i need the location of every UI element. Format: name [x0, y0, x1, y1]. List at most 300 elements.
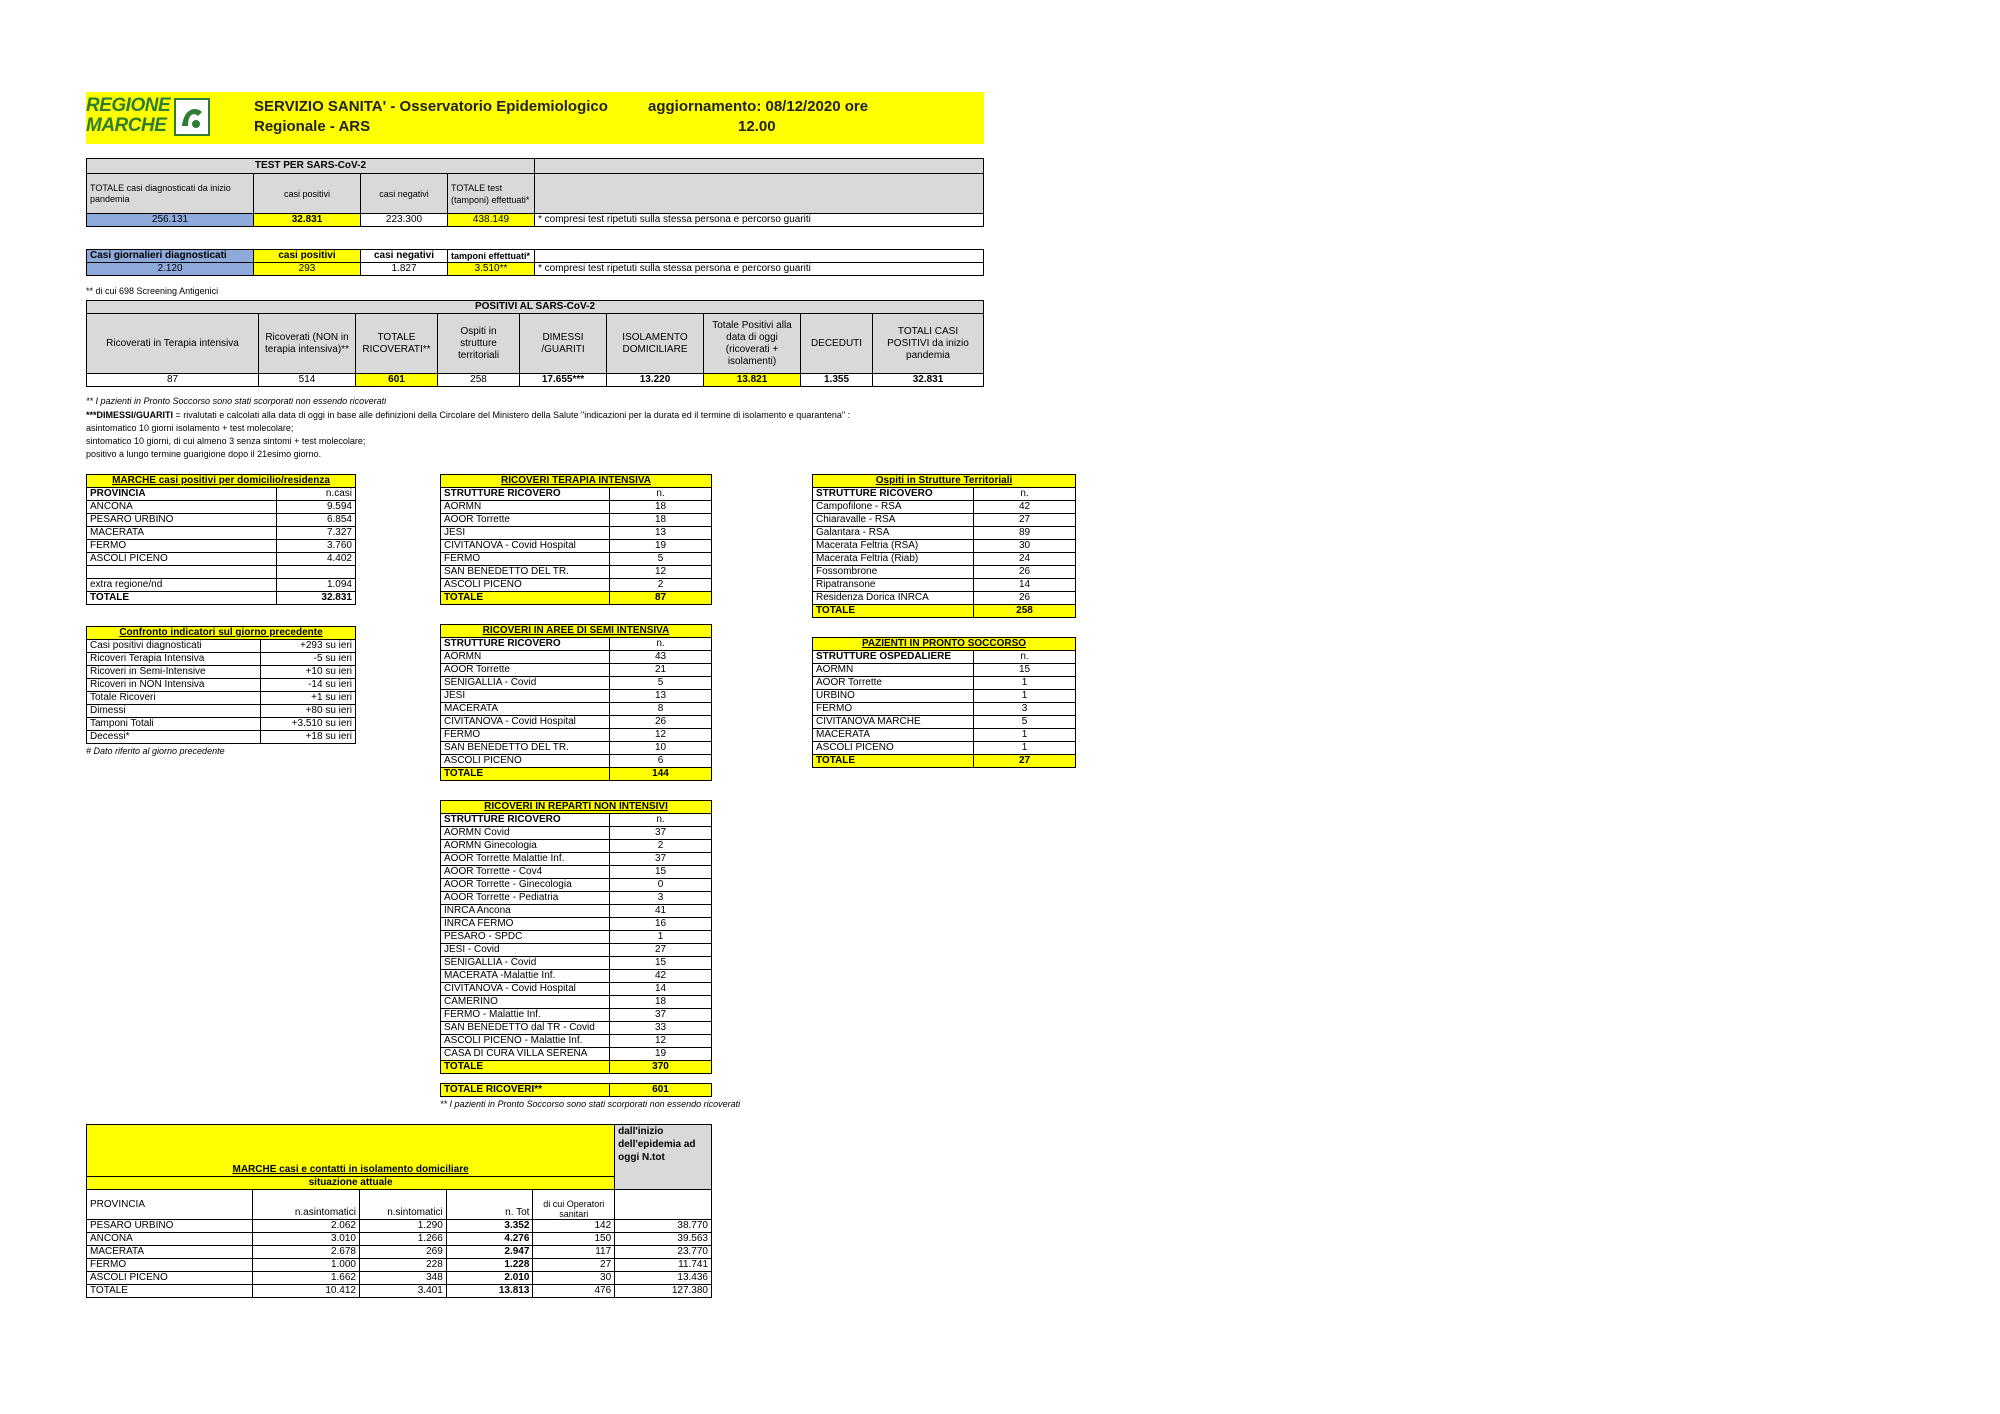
si-row-value: 21 [610, 664, 712, 677]
ni-total-value: 370 [610, 1061, 712, 1074]
test-value-total: 256.131 [87, 214, 254, 227]
ni-row-name: JESI - Covid [441, 944, 610, 957]
si-col2: n. [610, 638, 712, 651]
ti-row [441, 553, 712, 566]
daily-note: * compresi test ripetuti sulla stessa persona e percorso guariti [535, 263, 984, 276]
iso-row [87, 1259, 712, 1272]
confronto-row-name: Ricoveri Terapia Intensiva [87, 653, 261, 666]
ospiti-row [813, 579, 1076, 592]
ospiti-row-name: Chiaravalle - RSA [813, 514, 974, 527]
si-row [441, 664, 712, 677]
ti-title: RICOVERI TERAPIA INTENSIVA [441, 475, 712, 488]
positivi-note5: positivo a lungo termine guarigione dopo il 21esimo giorno. [86, 449, 322, 459]
positivi-note2-text: = rivalutati e calcolati alla data di oggi in base alle definizioni della Circolare del Ministero della Salute "indicazioni per la durata ed il termine di isolamento e quarantena" : [173, 410, 851, 420]
iso-row [87, 1220, 712, 1233]
ti-row-value: 2 [610, 579, 712, 592]
ti-row [441, 501, 712, 514]
ps-row-name: CIVITANOVA MARCHE [813, 716, 974, 729]
ti-col1: STRUTTURE RICOVERO [441, 488, 610, 501]
iso-row [87, 1246, 712, 1259]
ni-row-value: 2 [610, 840, 712, 853]
ni-row-name: PESARO - SPDC [441, 931, 610, 944]
non-intensivi-table [440, 800, 712, 1074]
iso-cell-symptomatic: 1.290 [359, 1220, 446, 1233]
province-row [87, 579, 356, 592]
ni-row [441, 879, 712, 892]
positivi-value-cumulative: 32.831 [873, 374, 984, 387]
iso-header-symptomatic: n.sintomatici [359, 1190, 446, 1220]
ti-row-value: 18 [610, 501, 712, 514]
isolamento-title: MARCHE casi e contatti in isolamento domiciliare [87, 1125, 615, 1177]
positivi-value-discharged: 17.655*** [520, 374, 607, 387]
confronto-row-name: Totale Ricoveri [87, 692, 261, 705]
iso-cell-health-workers: 117 [533, 1246, 615, 1259]
positivi-header-guests: Ospiti in strutture territoriali [438, 314, 520, 374]
ospiti-col2: n. [974, 488, 1076, 501]
province-row-name: FERMO [87, 540, 277, 553]
ni-row [441, 866, 712, 879]
si-row-name: CIVITANOVA - Covid Hospital [441, 716, 610, 729]
si-row [441, 651, 712, 664]
ni-row [441, 1009, 712, 1022]
confronto-row [87, 705, 356, 718]
province-row-value: 3.760 [276, 540, 355, 553]
update-line1: aggiornamento: 08/12/2020 ore [648, 98, 869, 115]
si-total-label: TOTALE [441, 768, 610, 781]
ni-row [441, 970, 712, 983]
ospiti-row [813, 566, 1076, 579]
ni-row-name: CASA DI CURA VILLA SERENA [441, 1048, 610, 1061]
ps-col1: STRUTTURE OSPEDALIERE [813, 651, 974, 664]
ni-row [441, 983, 712, 996]
ti-row-value: 12 [610, 566, 712, 579]
iso-cell-cumulative: 11.741 [615, 1259, 712, 1272]
daily-header-tests: tamponi effettuati* [448, 250, 535, 263]
ni-row-value: 37 [610, 1009, 712, 1022]
si-row-name: JESI [441, 690, 610, 703]
si-row-value: 8 [610, 703, 712, 716]
province-row [87, 540, 356, 553]
ps-total-value: 27 [974, 755, 1076, 768]
si-row-name: FERMO [441, 729, 610, 742]
positivi-header-total-hosp: TOTALE RICOVERATI** [356, 314, 438, 374]
province-row-name: PESARO URBINO [87, 514, 277, 527]
confronto-row [87, 640, 356, 653]
si-row-value: 43 [610, 651, 712, 664]
si-row-value: 26 [610, 716, 712, 729]
iso-cell-symptomatic: 1.266 [359, 1233, 446, 1246]
ti-row-name: AOOR Torrette [441, 514, 610, 527]
ospiti-table [812, 474, 1076, 618]
ni-row-value: 14 [610, 983, 712, 996]
ti-col2: n. [610, 488, 712, 501]
ni-row-name: INRCA FERMO [441, 918, 610, 931]
ti-row [441, 540, 712, 553]
ospiti-row-name: Fossombrone [813, 566, 974, 579]
province-row-value: 6.854 [276, 514, 355, 527]
iso-total-label: TOTALE [87, 1285, 253, 1298]
ni-row-name: AOOR Torrette - Pediatria [441, 892, 610, 905]
ni-row-value: 27 [610, 944, 712, 957]
iso-cell-cumulative: 38.770 [615, 1220, 712, 1233]
si-row-name: SENIGALLIA - Covid [441, 677, 610, 690]
positivi-note4: sintomatico 10 giorni, di cui almeno 3 senza sintomi + test molecolare; [86, 436, 366, 446]
provinces-table [86, 474, 356, 605]
ni-row-value: 18 [610, 996, 712, 1009]
ni-row-value: 1 [610, 931, 712, 944]
confronto-row-value: +18 su ieri [260, 731, 355, 744]
totale-ricoveri-table [440, 1083, 712, 1097]
positivi-value-total-hosp: 601 [356, 374, 438, 387]
province-row [87, 501, 356, 514]
test-header-negative: casi negativi [361, 174, 448, 214]
ni-row [441, 944, 712, 957]
ni-row-name: FERMO - Malattie Inf. [441, 1009, 610, 1022]
iso-cell-total: 2.947 [446, 1246, 533, 1259]
province-row-name [87, 566, 277, 579]
ni-row-value: 37 [610, 827, 712, 840]
ni-row [441, 996, 712, 1009]
ni-row-value: 15 [610, 866, 712, 879]
province-row-value: 1.094 [276, 579, 355, 592]
ni-title: RICOVERI IN REPARTI NON INTENSIVI [441, 801, 712, 814]
ospiti-col1: STRUTTURE RICOVERO [813, 488, 974, 501]
si-row-name: AORMN [441, 651, 610, 664]
ospiti-row-value: 26 [974, 566, 1076, 579]
province-row-name: ANCONA [87, 501, 277, 514]
service-title-line2: Regionale - ARS [254, 118, 371, 135]
ps-row [813, 716, 1076, 729]
daily-header-cases: Casi giornalieri diagnosticati [87, 250, 254, 263]
iso-cell-symptomatic: 348 [359, 1272, 446, 1285]
ps-row-value: 1 [974, 677, 1076, 690]
ti-row [441, 566, 712, 579]
ps-row [813, 677, 1076, 690]
test-header-positive: casi positivi [254, 174, 361, 214]
ospiti-row [813, 540, 1076, 553]
province-row-name: ASCOLI PICENO [87, 553, 277, 566]
province-row-value [276, 566, 355, 579]
ni-row-value: 0 [610, 879, 712, 892]
provinces-total-value: 32.831 [276, 592, 355, 605]
province-row-value: 7.327 [276, 527, 355, 540]
iso-cell-asymptomatic: 2.062 [253, 1220, 360, 1233]
positivi-header-icu: Ricoverati in Terapia intensiva [87, 314, 259, 374]
daily-value-cases: 2.120 [87, 263, 254, 276]
daily-header-positive: casi positivi [254, 250, 361, 263]
ti-row [441, 527, 712, 540]
positivi-header-current: Totale Positivi alla data di oggi (ricoverati + isolamenti) [704, 314, 801, 374]
ps-row [813, 664, 1076, 677]
provinces-title: MARCHE casi positivi per domicilio/residenza [87, 475, 356, 488]
ps-row-value: 15 [974, 664, 1076, 677]
iso-cell-symptomatic: 228 [359, 1259, 446, 1272]
province-row [87, 566, 356, 579]
positivi-value-guests: 258 [438, 374, 520, 387]
update-line2: 12.00 [738, 118, 776, 135]
ni-row-value: 41 [610, 905, 712, 918]
ni-row [441, 892, 712, 905]
iso-total-symptomatic: 3.401 [359, 1285, 446, 1298]
ps-row-name: AOOR Torrette [813, 677, 974, 690]
iso-cell-total: 3.352 [446, 1220, 533, 1233]
si-row-value: 10 [610, 742, 712, 755]
positivi-header-deaths: DECEDUTI [801, 314, 873, 374]
positivi-note2-bold: ***DIMESSI/GUARITI [86, 410, 174, 420]
iso-header-cumulative [615, 1190, 712, 1220]
positivi-note3: asintomatico 10 giorni isolamento + test molecolare; [86, 423, 294, 433]
confronto-row-name: Dimessi [87, 705, 261, 718]
logo-text-line1: REGIONE [86, 95, 171, 116]
ospiti-total-label: TOTALE [813, 605, 974, 618]
totale-ricoveri-label: TOTALE RICOVERI** [441, 1084, 610, 1097]
confronto-title: Confronto indicatori sul giorno precedente [87, 627, 356, 640]
confronto-table [86, 626, 356, 744]
si-row [441, 716, 712, 729]
ti-row [441, 514, 712, 527]
positivi-header-non-icu: Ricoverati (NON in terapia intensiva)** [259, 314, 356, 374]
iso-total-total: 13.813 [446, 1285, 533, 1298]
confronto-row-value: -5 su ieri [260, 653, 355, 666]
si-row-name: SAN BENEDETTO DEL TR. [441, 742, 610, 755]
confronto-row-name: Ricoveri in Semi-Intensive [87, 666, 261, 679]
ps-row [813, 690, 1076, 703]
si-row [441, 729, 712, 742]
province-row [87, 553, 356, 566]
iso-row [87, 1272, 712, 1285]
ni-row-name: SENIGALLIA - Covid [441, 957, 610, 970]
confronto-row [87, 653, 356, 666]
si-row [441, 755, 712, 768]
ti-total-value: 87 [610, 592, 712, 605]
ospiti-row-value: 26 [974, 592, 1076, 605]
ps-row-value: 5 [974, 716, 1076, 729]
positivi-note1: ** I pazienti in Pronto Soccorso sono stati scorporati non essendo ricoverati [86, 396, 387, 406]
iso-cell-province: MACERATA [87, 1246, 253, 1259]
provinces-total-label: TOTALE [87, 592, 277, 605]
ti-row-name: SAN BENEDETTO DEL TR. [441, 566, 610, 579]
test-header-tests: TOTALE test (tamponi) effettuati* [448, 174, 535, 214]
si-row-value: 13 [610, 690, 712, 703]
province-row-value: 4.402 [276, 553, 355, 566]
iso-cell-province: ANCONA [87, 1233, 253, 1246]
ni-col1: STRUTTURE RICOVERO [441, 814, 610, 827]
ti-total-label: TOTALE [441, 592, 610, 605]
iso-header-health-workers: di cui Operatori sanitari [533, 1190, 615, 1220]
ni-row-value: 3 [610, 892, 712, 905]
ps-row-name: MACERATA [813, 729, 974, 742]
ni-row-name: MACERATA -Malattie Inf. [441, 970, 610, 983]
ospiti-row [813, 514, 1076, 527]
iso-total-cumulative: 127.380 [615, 1285, 712, 1298]
daily-value-positive: 293 [254, 263, 361, 276]
confronto-row-value: +80 su ieri [260, 705, 355, 718]
ni-row-value: 12 [610, 1035, 712, 1048]
daily-footnote: ** di cui 698 Screening Antigenici [86, 286, 219, 296]
ospiti-row [813, 501, 1076, 514]
confronto-row [87, 679, 356, 692]
ps-row-value: 1 [974, 690, 1076, 703]
ps-row-name: FERMO [813, 703, 974, 716]
terapia-intensiva-table [440, 474, 712, 605]
iso-cell-province: PESARO URBINO [87, 1220, 253, 1233]
confronto-row [87, 731, 356, 744]
ni-row [441, 918, 712, 931]
ti-row-name: AORMN [441, 501, 610, 514]
iso-cell-total: 1.228 [446, 1259, 533, 1272]
ni-row-name: AOOR Torrette Malattie Inf. [441, 853, 610, 866]
daily-value-tests: 3.510** [448, 263, 535, 276]
ni-row-value: 16 [610, 918, 712, 931]
ni-row-value: 33 [610, 1022, 712, 1035]
ni-row [441, 1035, 712, 1048]
ni-row-value: 42 [610, 970, 712, 983]
ospiti-row-name: Ripatransone [813, 579, 974, 592]
positivi-value-non-icu: 514 [259, 374, 356, 387]
region-emblem-icon [174, 98, 210, 136]
ps-row-name: AORMN [813, 664, 974, 677]
daily-value-negative: 1.827 [361, 263, 448, 276]
iso-cell-total: 4.276 [446, 1233, 533, 1246]
confronto-row-value: +293 su ieri [260, 640, 355, 653]
iso-cell-health-workers: 27 [533, 1259, 615, 1272]
ps-row [813, 729, 1076, 742]
iso-header-total: n. Tot [446, 1190, 533, 1220]
ospiti-row-value: 27 [974, 514, 1076, 527]
confronto-row-value: +3.510 su ieri [260, 718, 355, 731]
ti-row-value: 18 [610, 514, 712, 527]
ospiti-row-name: Macerata Feltria (Riab) [813, 553, 974, 566]
ps-total-label: TOTALE [813, 755, 974, 768]
ps-col2: n. [974, 651, 1076, 664]
isolamento-subtitle: situazione attuale [87, 1177, 615, 1190]
test-value-tests: 438.149 [448, 214, 535, 227]
ni-row [441, 931, 712, 944]
iso-header-province: PROVINCIA [87, 1190, 253, 1220]
ti-row-value: 13 [610, 527, 712, 540]
ni-row-name: CIVITANOVA - Covid Hospital [441, 983, 610, 996]
si-row-name: ASCOLI PICENO [441, 755, 610, 768]
ni-row-value: 19 [610, 1048, 712, 1061]
confronto-row-value: -14 su ieri [260, 679, 355, 692]
iso-cell-asymptomatic: 1.000 [253, 1259, 360, 1272]
ps-row-name: ASCOLI PICENO [813, 742, 974, 755]
iso-cell-cumulative: 39.563 [615, 1233, 712, 1246]
province-row [87, 527, 356, 540]
iso-cell-cumulative: 23.770 [615, 1246, 712, 1259]
confronto-row-name: Decessi* [87, 731, 261, 744]
ospiti-row-value: 14 [974, 579, 1076, 592]
test-table-title: TEST PER SARS-CoV-2 [87, 159, 535, 174]
si-row [441, 690, 712, 703]
daily-header-negative: casi negativi [361, 250, 448, 263]
ti-row-name: FERMO [441, 553, 610, 566]
positivi-value-current: 13.821 [704, 374, 801, 387]
confronto-row-name: Tamponi Totali [87, 718, 261, 731]
ni-row-name: ASCOLI PICENO - Malattie Inf. [441, 1035, 610, 1048]
si-row [441, 677, 712, 690]
iso-row [87, 1233, 712, 1246]
ps-row-value: 1 [974, 742, 1076, 755]
iso-cell-asymptomatic: 2.678 [253, 1246, 360, 1259]
si-total-value: 144 [610, 768, 712, 781]
si-col1: STRUTTURE RICOVERO [441, 638, 610, 651]
si-row [441, 742, 712, 755]
ps-row-value: 3 [974, 703, 1076, 716]
ni-row [441, 957, 712, 970]
si-row-value: 12 [610, 729, 712, 742]
ni-col2: n. [610, 814, 712, 827]
iso-cell-asymptomatic: 3.010 [253, 1233, 360, 1246]
iso-cell-province: ASCOLI PICENO [87, 1272, 253, 1285]
ps-row-value: 1 [974, 729, 1076, 742]
ospiti-row [813, 592, 1076, 605]
ti-row-name: CIVITANOVA - Covid Hospital [441, 540, 610, 553]
semi-intensiva-table [440, 624, 712, 781]
test-value-positive: 32.831 [254, 214, 361, 227]
iso-total-health-workers: 476 [533, 1285, 615, 1298]
iso-cell-total: 2.010 [446, 1272, 533, 1285]
confronto-note: # Dato riferito al giorno precedente [86, 746, 225, 756]
ospiti-row [813, 527, 1076, 540]
ospiti-row-name: Residenza Dorica INRCA [813, 592, 974, 605]
positivi-header-discharged: DIMESSI /GUARITI [520, 314, 607, 374]
iso-cell-symptomatic: 269 [359, 1246, 446, 1259]
ospiti-row-value: 30 [974, 540, 1076, 553]
ps-row [813, 742, 1076, 755]
si-row [441, 703, 712, 716]
positivi-value-isolation: 13.220 [607, 374, 704, 387]
ni-row [441, 840, 712, 853]
si-row-value: 6 [610, 755, 712, 768]
ospiti-row-name: Campofilone - RSA [813, 501, 974, 514]
ti-row-name: JESI [441, 527, 610, 540]
totale-ricoveri-note: ** I pazienti in Pronto Soccorso sono stati scorporati non essendo ricoverati [440, 1099, 741, 1109]
confronto-row-name: Ricoveri in NON Intensiva [87, 679, 261, 692]
ti-row-value: 19 [610, 540, 712, 553]
iso-cell-asymptomatic: 1.662 [253, 1272, 360, 1285]
ti-row [441, 579, 712, 592]
service-title-line1: SERVIZIO SANITA' - Osservatorio Epidemiologico [254, 98, 608, 115]
iso-total-asymptomatic: 10.412 [253, 1285, 360, 1298]
ni-row [441, 827, 712, 840]
logo-text-line2: MARCHE [86, 115, 167, 136]
ni-row-name: SAN BENEDETTO dal TR - Covid [441, 1022, 610, 1035]
ni-row-name: CAMERINO [441, 996, 610, 1009]
province-row [87, 514, 356, 527]
ospiti-row-name: Galantara - RSA [813, 527, 974, 540]
ospiti-row [813, 553, 1076, 566]
iso-cell-province: FERMO [87, 1259, 253, 1272]
ni-row-name: AORMN Ginecologia [441, 840, 610, 853]
pronto-soccorso-table [812, 637, 1076, 768]
ospiti-title: Ospiti in Strutture Territoriali [813, 475, 1076, 488]
positivi-value-icu: 87 [87, 374, 259, 387]
provinces-col2: n.casi [276, 488, 355, 501]
region-logo [86, 96, 216, 140]
iso-cell-health-workers: 30 [533, 1272, 615, 1285]
ni-row-name: AOOR Torrette - Ginecologia [441, 879, 610, 892]
confronto-row [87, 718, 356, 731]
ni-row [441, 905, 712, 918]
ni-row-value: 15 [610, 957, 712, 970]
test-table [86, 158, 984, 227]
ni-total-label: TOTALE [441, 1061, 610, 1074]
province-row-name: extra regione/nd [87, 579, 277, 592]
iso-cell-health-workers: 142 [533, 1220, 615, 1233]
test-value-negative: 223.300 [361, 214, 448, 227]
positivi-header-cumulative: TOTALI CASI POSITIVI da inizio pandemia [873, 314, 984, 374]
